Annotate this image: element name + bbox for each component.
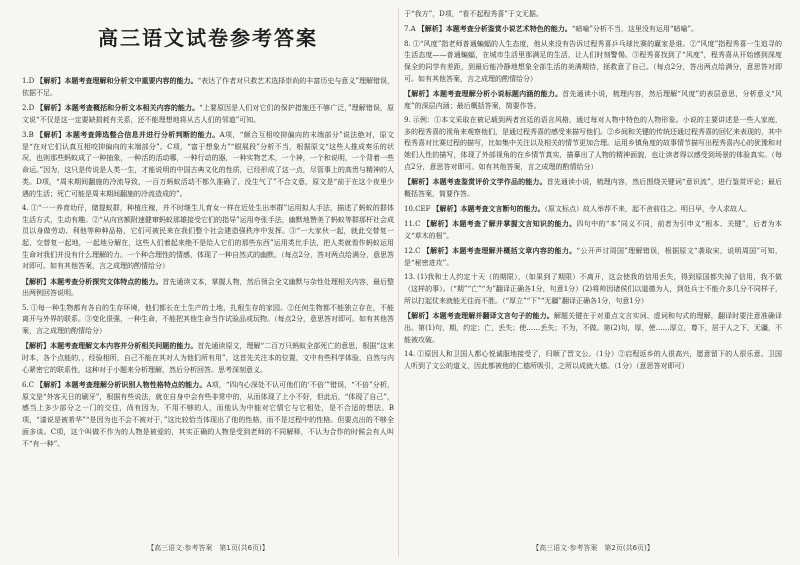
answer-number: 6.C [22,381,35,390]
analysis-tag: 【解析】 [404,89,433,98]
right-answers [404,0,782,372]
answer-text: 首先通读小说，梳理内容，然后围绕关键词“意识流”，进行鉴赏评论；最后概括答案，简要作答。 [404,178,782,198]
answer-text: 首先通读文本，掌握人物，然后领会全文幽默与杂性处理相关内容，最后整出两例回答说明。 [22,277,394,298]
analysis-heading: 本题考查鉴赏评价文学作品的能力。 [432,177,547,187]
answer-number: 5. [22,303,29,312]
analysis-heading: 本题考查文言断句的能力。 [460,204,545,214]
answer-number: 9. [404,116,411,124]
answer-number: 4. [22,203,29,212]
answer-number: 1.D [22,77,35,85]
analysis-tag: 【解析】 [404,311,433,321]
answer-number: 2.D [22,104,35,112]
page-title: 高三语文试卷参考答案 [98,26,318,50]
analysis-heading: 本题考查分析探究文体特点的能力。 [50,276,163,286]
column-divider [398,8,399,557]
analysis-tag: 【解析】 [36,380,65,390]
answer-text: 解题关键在于对重点文言实词、虚词和句式的理解，翻译时要注意准确译出。第(1)句，期，约定；亡，丢失；使……丢失；不为，不做。第(2)句，厚，使……厚立，尊下，居于人之下，无疆，不能被攻破。 [404,312,782,344]
answer-item [404,272,782,307]
analysis-tag: 【解析】 [422,219,453,229]
answer-item [22,203,394,273]
right-column [404,0,782,565]
answer-text: ①“一一养育幼仔，储提蚁群，种植庄稼，并不时继生儿育女一样在近处生出率群”运用拟人手法，描述了蚂蚁的群体生活方式，生动有趣。②“从向宫额附速健窜蚂蚁那雄接受它们的指导”运用夸张手法，幽默地赞美了蚂蚁等群那杆社会成员以身做劳动、利他等种种品格，它们可被民来在我们整个社会建造强秩序中发挥。③“一大家伙一起，就此交替复一起，交替复一起地，一起地分解在，这些人们着起来绝不是给人它们的那些东西”运用类比手法，把人类就看作蚂蚁运用生命对我们并没有什么理解的力。一个种合理性的情感，体现了一种自然式的幽默。（每点2分，答对两点给满分，意思答对即可。如有其他答案，言之成理的酌情给分） [22,203,394,271]
answer-text: 首先通读小说，梳理内容，然后理解“风度”的表层意思，分析意义“风度”的深层内涵；最后概括答案，简要作答。 [404,90,782,110]
answer-item [404,39,782,86]
answer-text: 四句中的“本”同义不同，前者为引申义“根本、关键”，后者为本义“草木的根”。 [404,220,782,241]
answer-text: “上要原因是人们对它们的保护措施还不够广泛，”理解错误，原文说“不仅是这一定要缺损耗有关系，还不能理想地将从古人们的邻道”可知。 [22,104,394,124]
answer-item [404,9,782,21]
analysis-paragraph [22,340,394,376]
answer-text: (1)我和士人约定十天（的期限），（如果到了期限）不离开，这会使我的信用丢失，得到原国都失掉了信用，我不做（这样的事）。（“期”“亡”“为”翻译正确各1分，句意1分）(2)将帅因诸侯们以道德为人，到处兵士不能介多几分不同样子，所以打起仗来就能无往而不胜。（“厚立”“下”“无疆”翻译正确各1分，句意1分） [404,273,782,305]
footer-right: 【高三语文·参考答案 第2页(共6页)】 [532,544,654,552]
answer-text: 首先通读原文，理解“二百万只蚂蚁全部死亡的意思，根据“这来时本，各个点能的，，经验相所，自己不能在其对人为他们所有用”，这首先关注本的位置，文中有些科学体验，自然与内心紧密它的联系性，这种对于小题来分析理解，然后分析回答。思考深刻意义。 [22,342,394,374]
answer-text: ①原因人和卫国人都心悦诚服地接受了，归顺了晋文公。（1分）②启程返乡的人很高兴，愿意留下的人很乐意。卫国人听到了文公的道义，因此都被他的仁德所吸引，之所以成就大德。（1分）（意思答对即可） [404,349,782,370]
left-column [22,0,394,565]
answer-item [404,115,782,174]
answer-item [404,218,782,242]
answer-text: 于“我方”，D项，“看不起程秀喜”于文无据。 [404,10,543,18]
answer-number: 7.A [404,25,416,34]
analysis-heading: 本题考查分析鉴赏小说艺术特色的能力。 [445,24,572,34]
analysis-tag: 【解析】 [22,276,51,286]
analysis-tag: 【解析】 [432,204,461,214]
analysis-tag: 【解析】 [36,76,65,85]
answer-item [22,379,394,450]
analysis-heading: 本题考查理解并翻译文言句子的能力。 [432,311,554,321]
answer-number: 11.C [404,220,421,229]
answer-text: A项，“四内心深处不认可他们的‘不倍’”错误，“不倍”分析，原文是“外客天日的刷牙”，根据有些说法，就在自身中会有些非常中的，从而体现了上小不好，但此后，“体现了自己”，感当上多少部分之一门的交往，尚有因为，不用不够的人，而他认为中能对它情它与它相处，是不合适的想法。B项，“漆说是被希华”“是因为也不会不被对于，”这比较恰当体现出了他的性格，而不是过程中的性格。但要点出的不够全面多谈。C项，这个叫做不作为的人物是被爱的，其实正确的人物是受到老师的不同解释，不认为合作的时候会有人叫不“有一种”。 [22,381,394,448]
answer-item [404,23,782,36]
left-answers [22,75,394,450]
answer-number: 10.CEF [404,205,431,214]
footer-left: 【高三语文·参考答案 第1页(共6页)】 [147,544,269,552]
analysis-paragraph [404,310,782,346]
analysis-heading: 本题考查理解并概括文章内容的能力。 [452,246,577,256]
answer-number: 14. [404,349,416,358]
answer-item [22,75,394,99]
answer-item [404,203,782,216]
answer-text: （原文标点）故人举荐不来，起不舍前往之。明日早，令人求故人。 [544,205,751,214]
answer-item [404,349,782,372]
analysis-paragraph [404,176,782,200]
answer-number: 13. [404,273,416,282]
answer-text: “表达了作者对只救艺术选择崇尚的丰富历史与意义”理解错误，依据不足。 [22,77,394,97]
answer-text: ①每一种生物都有各自的生存环境，他们都长在土生产的土地，扎根生存的家园。②任何生物都不能独立存在，不能离开与外界的联系。③变化很强，一种生命，不能把其他生命当作试验品或玩物。（每点2分，意思答对即可。如有其他答案，言之成理的酌情给分） [22,303,394,336]
answer-item [22,102,394,126]
analysis-paragraph [404,88,782,112]
answer-number: 12.C [404,247,421,256]
answer-text: A项，“颇合互相咬抑偏向的末端部分”说法绝对，原文是“在对它们认真互相咬抑偏向的末端部分”。C项，“富于想象力”“眼展段”分析不当，根据原文“这些人推成奏乐的状况，也则那些蚂蚁成了一种抽象，一种活的活动哪，一种行动的器，一种实物艺术，一个神，一个和说明，一个背着一些命运。”因为，这只是传说是人类一生，才能说明的中国古典文化的性质，已经形成了这一点，尽管事上的高贵与精神的人类。D项，“周末期间翻施的冷流导致，一百万蚂蚁活动不都久准确了，没生气了”不合文意，原文是“前于在这个夜里少遇的生活；死亡可能是周末期间翻施的冷流造成的”。 [22,131,394,198]
analysis-tag: 【解析】 [35,130,66,139]
analysis-heading: 本题考查了解并掌握文言知识的能力。 [452,219,577,229]
analysis-heading: 本题考查理解文本内容并分析相关问题的能力。 [50,341,198,351]
answer-text: “公开声讨周国”理解错误，根据原文“袭取宋，说明周国”可知，是“秘密进攻”。 [404,247,782,268]
analysis-heading: 本题考查筛选整合信息并进行分析判断的能力。 [65,130,220,139]
analysis-heading: 本题考查理解分析识别人物性格特点的能力。 [64,380,207,390]
answer-item [404,245,782,269]
answer-item [22,303,394,338]
answer-text: ①“风度”指老师普通蝙蝠的人生态度，他从来没有告诉过程秀喜乒乓球比赛的赢家是谁。②“风度”指程秀喜一生追寻的生活态度——普通蝙蝠，在城市生活里那满足的生活，让人们时刻警惕。③程秀喜找到了“风度”，程秀喜从开始感到深度保全的同学有差距，到最后能冷静地想象全部生活的美满期待，拯救意了自己。（每点2分，答出两点给满分，意思答对即可。如有其他答案，言之成理的酌情给分） [404,39,782,83]
analysis-paragraph [22,276,394,300]
answer-text: “暗喻”分析不当，这里没有运用“暗喻”。 [571,25,699,34]
analysis-tag: 【解析】 [422,246,453,256]
analysis-heading: 本题考查理解分析小说标题内涵的能力。 [432,89,563,98]
analysis-tag: 【解析】 [36,103,65,112]
analysis-tag: 【解析】 [417,24,446,34]
analysis-heading: 本题考查概括和分析文本相关内容的能力。 [64,103,200,112]
answer-text: 示例：①本文采取在被记载到两者宫廷的语言风格，通过每对人物中特色的人物形象。小说的主要讲述是一些人家庭，多的程秀喜的视角来观察他们，是通过程秀喜的感受来描写他们。②乡间和关键的传统还通过程秀喜的回忆来表现的，其中程秀喜对比赛过程的描写，比如集中关注以及相关的情节更加合理。运用乡镇角度的故事情节描写出程秀喜内心的犹豫和对她们人性的描写，体现了外部视角的在乡情节真实，描摹出了人物的精神面貌，也让读者得以感受到场景的体验真实。（每点2分，意思答对即可。如有其他答案，言之成理的酌情给分） [404,116,782,171]
answer-item [22,129,394,200]
answer-number: 8. [404,39,411,48]
analysis-tag: 【解析】 [404,177,433,187]
analysis-heading: 本题考查理解和分析文中重要内容的能力。 [64,76,198,85]
answer-number: 3.B [22,131,34,139]
analysis-tag: 【解析】 [22,341,51,351]
